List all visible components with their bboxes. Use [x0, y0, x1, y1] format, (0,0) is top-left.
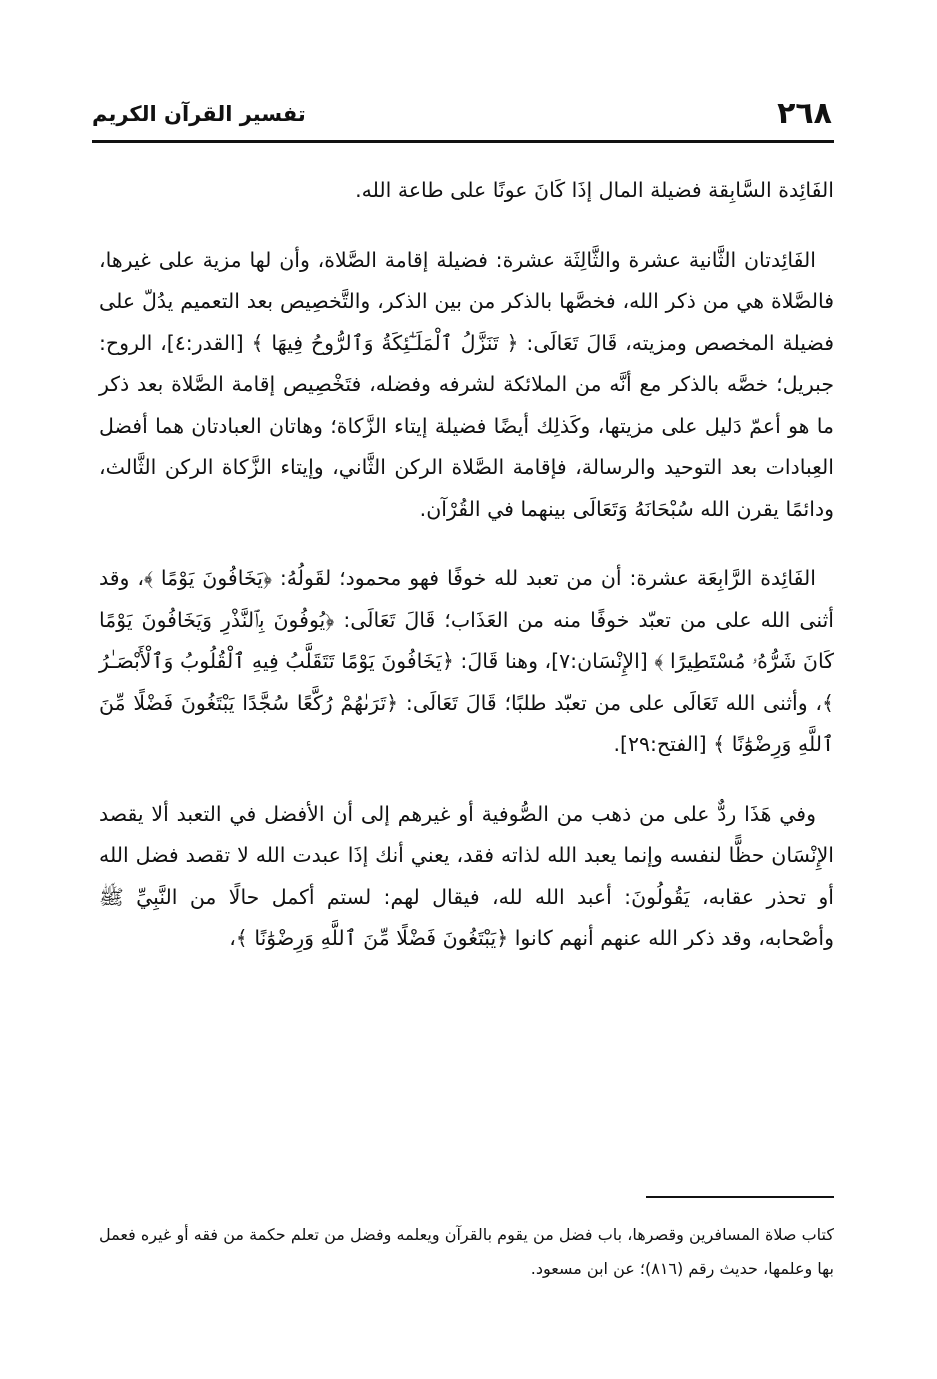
footnote-rule	[646, 1196, 834, 1198]
paragraph-sufi-refutation: وفي هَذَا ردٌّ على من ذهب من الصُّوفية أو غيرهم إلى أن الأفضل في التعبد ألا يقصد الإِنْسَان حظًّا لنفسه وإنما يعبد الله لذاته فقد، يعني أنك إذَا عبدت الله لا تقصد فضل الله أو تحذر عقابه، يَقُولُونَ: أعبد الله لله، فيقال لهم: لستم أكمل حالًا من النَّبِيِّ ﷺ وأصْحابه، وقد ذكر الله عنهم أنهم كانوا ﴿يَبْتَغُونَ فَضْلًا مِّنَ ٱللَّهِ وَرِضْوَٰنًا ﴾،	[99, 801, 834, 950]
running-title: تفسير القرآن الكريم	[92, 102, 306, 126]
page-header	[92, 80, 834, 140]
footnote: كتاب صلاة المسافرين وقصرها، باب فضل من يقوم بالقرآن ويعلمه وفضل من تعلم حكمة من فقه أو غيره فعمل بها وعلمها، حديث رقم (٨١٦)؛ عن ابن مسعود.	[99, 1225, 834, 1278]
paragraph-benefit-fear: الفَائِدة الرَّابِعَة عشرة: أن من تعبد لله خوفًا فهو محمود؛ لقَولُهُ: ﴿يَخَافُونَ يَوْمًا ﴾، وقد أثنى الله على من تعبّد خوفًا منه من العَذَاب؛ قَالَ تَعَالَى: ﴿يُوفُونَ بِٱلنَّذْرِ وَيَخَافُونَ يَوْمًا كَانَ شَرُّهُۥ مُسْتَطِيرًا ﴾ [الإِنْسَان:٧]، وهنا قَالَ: ﴿يَخَافُونَ يَوْمًا تَتَقَلَّبُ فِيهِ ٱلْقُلُوبُ وَٱلْأَبْصَـٰرُ ﴾، وأثنى الله تَعَالَى على من تعبّد طلبًا؛ قَالَ تَعَالَى: ﴿تَرَىٰهُمْ رُكَّعًا سُجَّدًا يَبْتَغُونَ فَضْلًا مِّنَ ٱللَّهِ وَرِضْوَٰنًا ﴾ [الفتح:٢٩].	[99, 566, 834, 756]
paragraph-benefit-wealth: الفَائِدة السَّابِقة فضيلة المال إذَا كَانَ عونًا على طاعة الله.	[355, 178, 834, 202]
page-number: ٢٦٨	[777, 96, 832, 131]
paragraph-benefit-prayer: الفَائِدتان الثَّانية عشرة والثَّالِثَة عشرة: فضيلة إقامة الصَّلاة، وأن لها مزية على غيرها، فالصَّلاة هي من ذكر الله، فخصَّها بالذكر من بين الذكر، والتَّخصِيص بعد التعميم يدُلّ على فضيلة المخصص ومزيته، قَالَ تَعَالَى: ﴿ تَنَزَّلُ ٱلْمَلَـٰٓئِكَةُ وَٱلرُّوحُ فِيهَا ﴾ [القدر:٤]، الروح: جبريل؛ خصَّه بالذكر مع أنَّه من الملائكة لشرفه وفضله، فتَخْصِيص إقامة الصَّلاة بعد ذكر ما هو أعمّ دَليل على مزيتها، وكَذلِك أيضًا فضيلة إيتاء الزَّكاة؛ وهاتان العبادتان هما أفضل العِبادات بعد التوحيد والرسالة، فإقامة الصَّلاة الركن الثَّاني، وإيتاء الزَّكاة الركن الثَّالث، ودائمًا يقرن الله سُبْحَانَهُ وَتَعَالَى بينهما في القُرْآن.	[99, 247, 834, 521]
main-text	[99, 170, 834, 960]
header-rule	[92, 140, 834, 143]
